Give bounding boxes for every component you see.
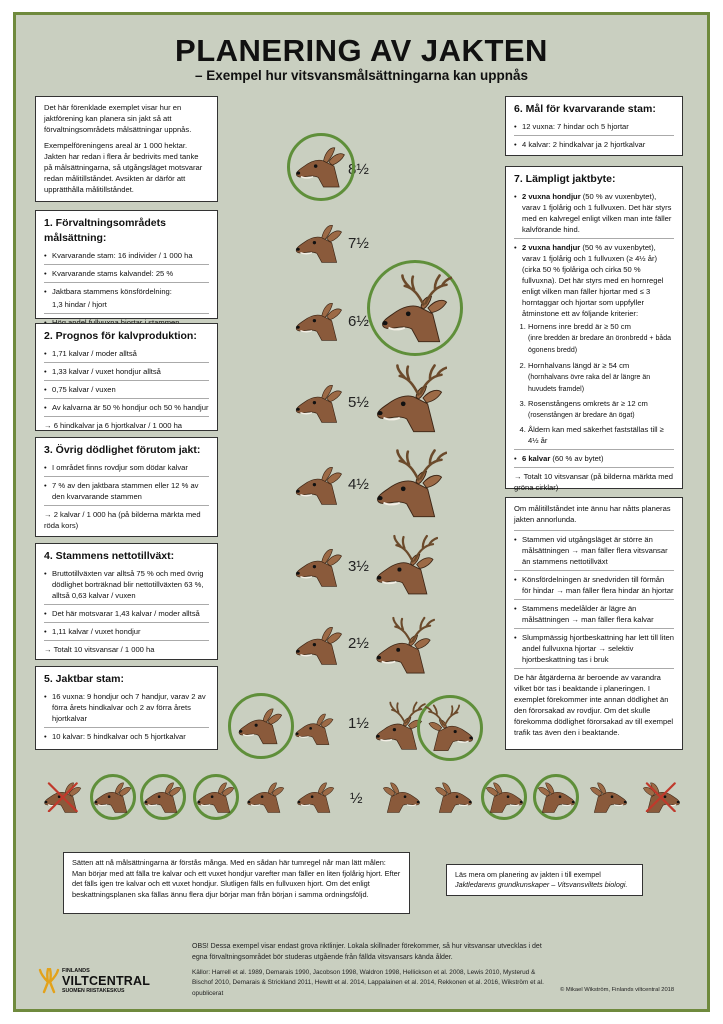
other-mortality-box	[35, 437, 218, 537]
net-growth-title: 4. Stammens nettotillväxt:	[44, 550, 175, 562]
result-line: → 6 hindkalvar ja 6 hjortkalvar / 1 000 ha	[44, 421, 183, 431]
result-line: → Totalt 10 vitsvansar / 1 000 ha	[44, 645, 155, 655]
buck-head-icon	[373, 533, 438, 596]
doe-head-icon	[483, 777, 525, 818]
buck-head-icon	[373, 362, 447, 434]
age-label: 5½	[348, 394, 369, 411]
list-item: • Jaktbara stammens könsfördelning:	[44, 286, 209, 297]
doe-head-icon	[295, 777, 337, 818]
item-text: (50 % av vuxenbytet), varav 1 fjolårig och 1 fullvuxen. Det här styrs med en kalvregel enligt vilken man inte fäller kalvförande hind.	[522, 192, 672, 235]
list-item: • 1,71 kalvar / moder alltså	[44, 348, 209, 359]
list-item: • Könsfördelningen är snedvriden till förmån för hindar → man fäller flera hindar än hjortar	[514, 574, 674, 596]
doe-head-icon	[293, 542, 346, 593]
net-growth-box	[35, 543, 218, 660]
doe-head-icon	[380, 777, 422, 818]
list-item: • Slumpmässig hjortbeskattning har lett till liten andel fullvuxna hjortar → selektiv hjortbeskattning tas i bruk	[514, 632, 674, 665]
list-item: • 1,33 kalvar / vuxet hondjur alltså	[44, 366, 209, 377]
bold-lead: 2 vuxna handjur	[522, 243, 581, 253]
list-item: • 16 vuxna: 9 hondjur och 7 handjur, varav 2 av förra årets hindkalvar och 2 av förra årets hjortkalvar	[44, 691, 209, 724]
list-item	[514, 453, 674, 464]
list-item: • 10 kalvar: 5 hindkalvar och 5 hjortkalvar	[44, 731, 209, 742]
logo-small-text: FINLANDS	[62, 968, 90, 974]
viltcentral-logo	[38, 968, 168, 998]
age-label: 3½	[348, 558, 369, 575]
doe-head-icon	[195, 777, 237, 818]
doe-head-icon	[293, 140, 349, 194]
red-cross-marker	[47, 782, 79, 813]
doe-head-icon	[142, 777, 184, 818]
footer-references: Källor: Harrell et al. 1989, Demarais 1990, Jacobson 1998, Waldron 1998, Hellickson et al. 2008, Lewis 2010, Mysterud & Bischof 2010, Demarais & Strickland 2011, Hewitt et al. 2014, Lappalainen et al. 2014, Rekkonen et al. 2016, Wikström et al. opublicerat	[192, 969, 544, 997]
buck-head-icon	[373, 447, 447, 519]
doe-head-icon	[432, 777, 474, 818]
read-more-box	[446, 864, 643, 896]
result-line: → 2 kalvar / 1 000 ha (på bilderna märkta med röda kors)	[44, 510, 201, 531]
doe-head-icon	[587, 777, 629, 818]
huntable-stock-box	[35, 666, 218, 750]
alt-intro: Om målitillståndet inte ännu har nåtts planeras jakten annorlunda.	[514, 504, 671, 524]
age-label: 4½	[348, 476, 369, 493]
rule-of-thumb-box	[63, 852, 410, 914]
doe-head-icon	[92, 777, 134, 818]
result-line: → Totalt 10 vitsvansar (på bilderna märkta med gröna cirklar)	[514, 471, 673, 492]
item-text: (50 % av vuxenbytet), varav 1 fjolårig och 1 fullvuxen (≥ 4½ år) (cirka 50 % fjolåriga och cirka 50 % fullvuxna). Det här styrs med en hornregel enligt vilken man fäller hjortar med ≤ 3 horntaggar och hjortar som uppfyller åtminstone ett av följande kriterier:	[522, 243, 664, 319]
doe-head-icon	[293, 378, 346, 429]
red-cross-marker	[645, 782, 677, 813]
rule-of-thumb-text: Sätten att nå målsättningarna är förstås många. Med en sådan här tumregel når man lätt målen: Man börjar med att fälla tre kalvar och ett vuxet hondjur varefter man fäller en liten fjolårig hjort. Efter det fälls igen tre kalvar och ett vuxet hondjur. Slutligen fälls en fullvuxen hjort. Om det enligt beskattningsplanen ska fällas ännu flera djur börjar man från början i samma ordningsföljd.	[72, 858, 401, 900]
age-label: 6½	[348, 313, 369, 330]
read-more-title: Jaktledarens grundkunskaper – Vitsvansviltets biologi.	[455, 880, 628, 890]
doe-head-icon	[535, 777, 577, 818]
list-item: • I området finns rovdjur som dödar kalvar	[44, 462, 209, 473]
age-label: 8½	[348, 161, 369, 178]
criterion: 3. Rosenstångens omkrets är ≥ 12 cm (rosenstången är bredare än ögat)	[528, 398, 674, 421]
age-label: 1½	[348, 715, 369, 732]
bold-lead: 2 vuxna hondjur	[522, 192, 581, 202]
doe-head-icon	[293, 620, 346, 671]
list-item	[514, 242, 674, 319]
huntable-stock-title: 5. Jaktbar stam:	[44, 673, 124, 685]
list-item	[514, 191, 674, 235]
age-label: 7½	[348, 235, 369, 252]
alternative-planning-box	[505, 497, 683, 750]
buck-head-icon	[378, 272, 452, 344]
age-label: 2½	[348, 635, 369, 652]
list-item: • Kvarvarande stams kalvandel: 25 %	[44, 268, 209, 279]
footer-obs: OBS! Dessa exempel visar endast grova riktlinjer. Lokala skillnader förekommer, så hur vitsvansar utvecklas i det egna förvaltningsområdet bör studeras utgående från fällda vitsvansars kända ålder.	[192, 943, 542, 961]
list-item: • Bruttotillväxten var alltså 75 % och med övrig dödlighet borträknad blir nettotillväxten 63 %, alltså 0,63 kalvar / vuxen	[44, 568, 209, 601]
item-text: (60 % av bytet)	[550, 453, 604, 463]
antler-criteria-list	[528, 321, 674, 446]
doe-head-icon	[293, 296, 346, 347]
list-item: • Av kalvarna är 50 % hondjur och 50 % handjur	[44, 402, 209, 413]
suitable-bag-title: 7. Lämpligt jaktbyte:	[514, 173, 616, 185]
criterion: 2. Hornhalvans längd är ≥ 54 cm (hornhalvans övre raka del är längre än huvudets framdel)	[528, 360, 674, 395]
intro-box	[35, 96, 218, 202]
doe-head-icon	[293, 218, 346, 269]
list-item: • 12 vuxna: 7 hindar och 5 hjortar	[514, 121, 674, 132]
alt-outro: De här åtgärderna är beroende av varandra vilket bör tas i beaktande i planeringen. I exemplet förekommer inte annan dödlighet än den förorsakad av rovdjur. Om det skulle förekomma dödlighet förorsakad av till exempel trafik tas även den i beaktande.	[514, 673, 674, 737]
list-item: • Stammens medelålder är lägre än målsättningen → man fäller flera kalvar	[514, 603, 674, 625]
list-item: • 4 kalvar: 2 hindkalvar ja 2 hjortkalvar	[514, 139, 674, 150]
age-label: ½	[350, 790, 363, 807]
list-item-continuation: 1,3 hindar / hjort	[52, 300, 107, 310]
list-item: • Det här motsvarar 1,43 kalvar / moder alltså	[44, 608, 209, 619]
goal-title: 1. Förvaltningsområdets målsättning:	[44, 217, 166, 245]
suitable-bag-box	[505, 166, 683, 492]
footer-copyright: © Mikael Wikström, Finlands viltcentral 2018	[560, 987, 675, 993]
page-subtitle: – Exempel hur vitsvansmålsättningarna kan uppnås	[194, 68, 529, 83]
doe-head-icon	[293, 460, 346, 511]
doe-head-icon	[236, 702, 286, 750]
antler-logo-icon	[38, 968, 60, 994]
criterion: 1. Hornens inre bredd är ≥ 50 cm (inre bredden är bredare än öronbredd + båda ögonens bredd)	[528, 321, 674, 356]
calf-prognosis-title: 2. Prognos för kalvproduktion:	[44, 330, 197, 342]
doe-head-icon	[245, 777, 287, 818]
page-title: PLANERING AV JAKTEN	[175, 33, 548, 68]
buck-head-icon	[373, 615, 435, 675]
calf-prognosis-box	[35, 323, 218, 431]
list-item: • Kvarvarande stam: 16 individer / 1 000 ha	[44, 250, 209, 261]
list-item: • 1,11 kalvar / vuxet hondjur	[44, 626, 209, 637]
list-item: • 7 % av den jaktbara stammen eller 12 % av den kvarvarande stammen	[44, 480, 209, 502]
intro-paragraph-2: Exempelföreningens areal är 1 000 hektar. Jakten har redan i flera år bedrivits med tanke på målsättningarna, så utgångsläget motsvarar redan målitillståndet. Avsikten är därför att upprätthålla målitillståndet.	[44, 141, 203, 194]
criterion: 4. Åldern kan med säkerhet fastställas till ≥ 4½ år	[528, 424, 674, 446]
goal-box	[35, 210, 218, 319]
logo-main-text: VILTCENTRAL	[62, 974, 151, 988]
list-item: • Stammen vid utgångsläget är större än målsättningen → man fäller flera vitsvansar än stammens nettotillväxt	[514, 534, 674, 567]
remaining-stock-box	[505, 96, 683, 156]
intro-paragraph-1: Det här förenklade exemplet visar hur en jaktförening kan planera sin jakt så att förvaltningsområdets målsättningar uppnås.	[44, 103, 192, 134]
doe-head-icon	[293, 708, 336, 750]
other-mortality-title: 3. Övrig dödlighet förutom jakt:	[44, 444, 201, 456]
buck-head-icon	[425, 703, 476, 752]
bold-lead: 6 kalvar	[522, 453, 551, 463]
logo-finnish-text: SUOMEN RIISTAKESKUS	[62, 988, 125, 994]
remaining-stock-title: 6. Mål för kvarvarande stam:	[514, 103, 656, 115]
read-more-line: Läs mera om planering av jakten i till exempel	[455, 870, 601, 879]
list-item: • 0,75 kalvar / vuxen	[44, 384, 209, 395]
